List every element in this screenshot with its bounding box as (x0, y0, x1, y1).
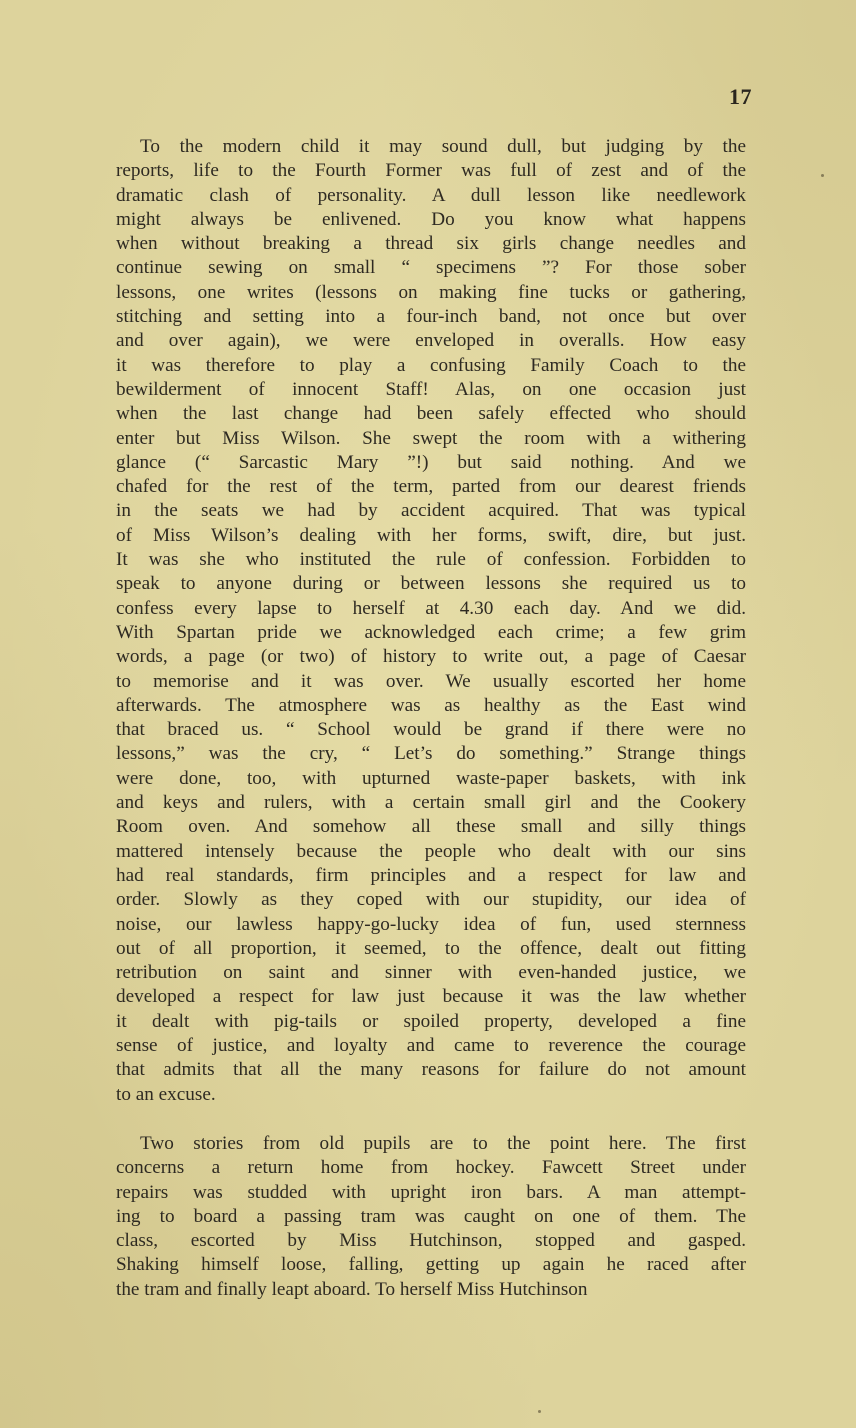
text-line: Shaking himself loose, falling, getting up again he raced after (116, 1254, 746, 1276)
text-line: retribution on saint and sinner with even-handed justice, we (116, 962, 746, 984)
text-line: that braced us. “ School would be grand if there were no (116, 719, 746, 741)
text-line: order. Slowly as they coped with our stupidity, our idea of (116, 889, 746, 911)
text-line: glance (“ Sarcastic Mary ”!) but said nothing. And we (116, 451, 746, 473)
text-line: sense of justice, and loyalty and came to reverence the courage (116, 1034, 746, 1056)
text-line: to memorise and it was over. We usually escorted her home (116, 670, 746, 692)
text-line: To the modern child it may sound dull, but judging by the (140, 136, 746, 157)
text-line: it was therefore to play a confusing Family Coach to the (116, 354, 746, 376)
text-line: stitching and setting into a four-inch band, not once but over (116, 306, 746, 328)
text-line: bewilderment of innocent Staff! Alas, on one occasion just (116, 378, 746, 400)
text-line: the tram and finally leapt aboard. To herself Miss Hutchinson (116, 1278, 588, 1300)
text-line: concerns a return home from hockey. Fawcett Street under (116, 1157, 746, 1179)
text-line: lessons,” was the cry, “ Let’s do something.” Strange things (116, 743, 746, 765)
page-number: 17 (729, 84, 752, 109)
text-line: confess every lapse to herself at 4.30 each day. And we did. (116, 597, 746, 619)
text-line: chafed for the rest of the term, parted from our dearest friends (116, 476, 746, 498)
text-line: dramatic clash of personality. A dull lesson like needlework (116, 184, 746, 206)
text-line: afterwards. The atmosphere was as healthy as the East wind (116, 694, 746, 716)
text-line: that admits that all the many reasons for failure do not amount (116, 1059, 746, 1081)
text-line: it dealt with pig-tails or spoiled property, developed a fine (116, 1010, 746, 1032)
text-line: mattered intensely because the people who dealt with our sins (116, 840, 746, 862)
text-line: With Spartan pride we acknowledged each crime; a few grim (116, 621, 746, 643)
text-line: It was she who instituted the rule of confession. Forbidden to (116, 549, 746, 571)
text-line: of Miss Wilson’s dealing with her forms, swift, dire, but just. (116, 524, 746, 546)
text-line: to an excuse. (116, 1083, 216, 1105)
text-line: class, escorted by Miss Hutchinson, stopped and gasped. (116, 1230, 746, 1252)
text-line: lessons, one writes (lessons on making fine tucks or gathering, (116, 281, 746, 303)
paragraph-1 (116, 135, 746, 1107)
paper-speck (821, 174, 824, 177)
paper-speck (538, 1410, 541, 1413)
text-line: words, a page (or two) of history to write out, a page of Caesar (116, 646, 746, 668)
text-line: noise, our lawless happy-go-lucky idea of fun, used sternness (116, 913, 746, 935)
text-line: when without breaking a thread six girls change needles and (116, 233, 746, 255)
text-line: and keys and rulers, with a certain small girl and the Cookery (116, 792, 746, 814)
text-line: reports, life to the Fourth Former was full of zest and of the (116, 160, 746, 182)
text-line: in the seats we had by accident acquired. That was typical (116, 500, 746, 522)
paragraph-2 (116, 1132, 746, 1302)
text-line: Room oven. And somehow all these small and silly things (116, 816, 746, 838)
text-line: and over again), we were enveloped in overalls. How easy (116, 330, 746, 352)
text-line: might always be enlivened. Do you know what happens (116, 208, 746, 230)
text-line: had real standards, firm principles and a respect for law and (116, 864, 746, 886)
text-line: enter but Miss Wilson. She swept the room with a withering (116, 427, 746, 449)
text-line: were done, too, with upturned waste-paper baskets, with ink (116, 767, 746, 789)
text-line: Two stories from old pupils are to the point here. The first (140, 1133, 746, 1154)
text-line: continue sewing on small “ specimens ”? For those sober (116, 257, 746, 279)
text-line: repairs was studded with upright iron bars. A man attempt- (116, 1181, 746, 1203)
text-line: ing to board a passing tram was caught on one of them. The (116, 1205, 746, 1227)
text-line: out of all proportion, it seemed, to the offence, dealt out fitting (116, 937, 746, 959)
text-line: developed a respect for law just because it was the law whether (116, 986, 746, 1008)
text-line: when the last change had been safely effected who should (116, 403, 746, 425)
text-line: speak to anyone during or between lessons she required us to (116, 573, 746, 595)
